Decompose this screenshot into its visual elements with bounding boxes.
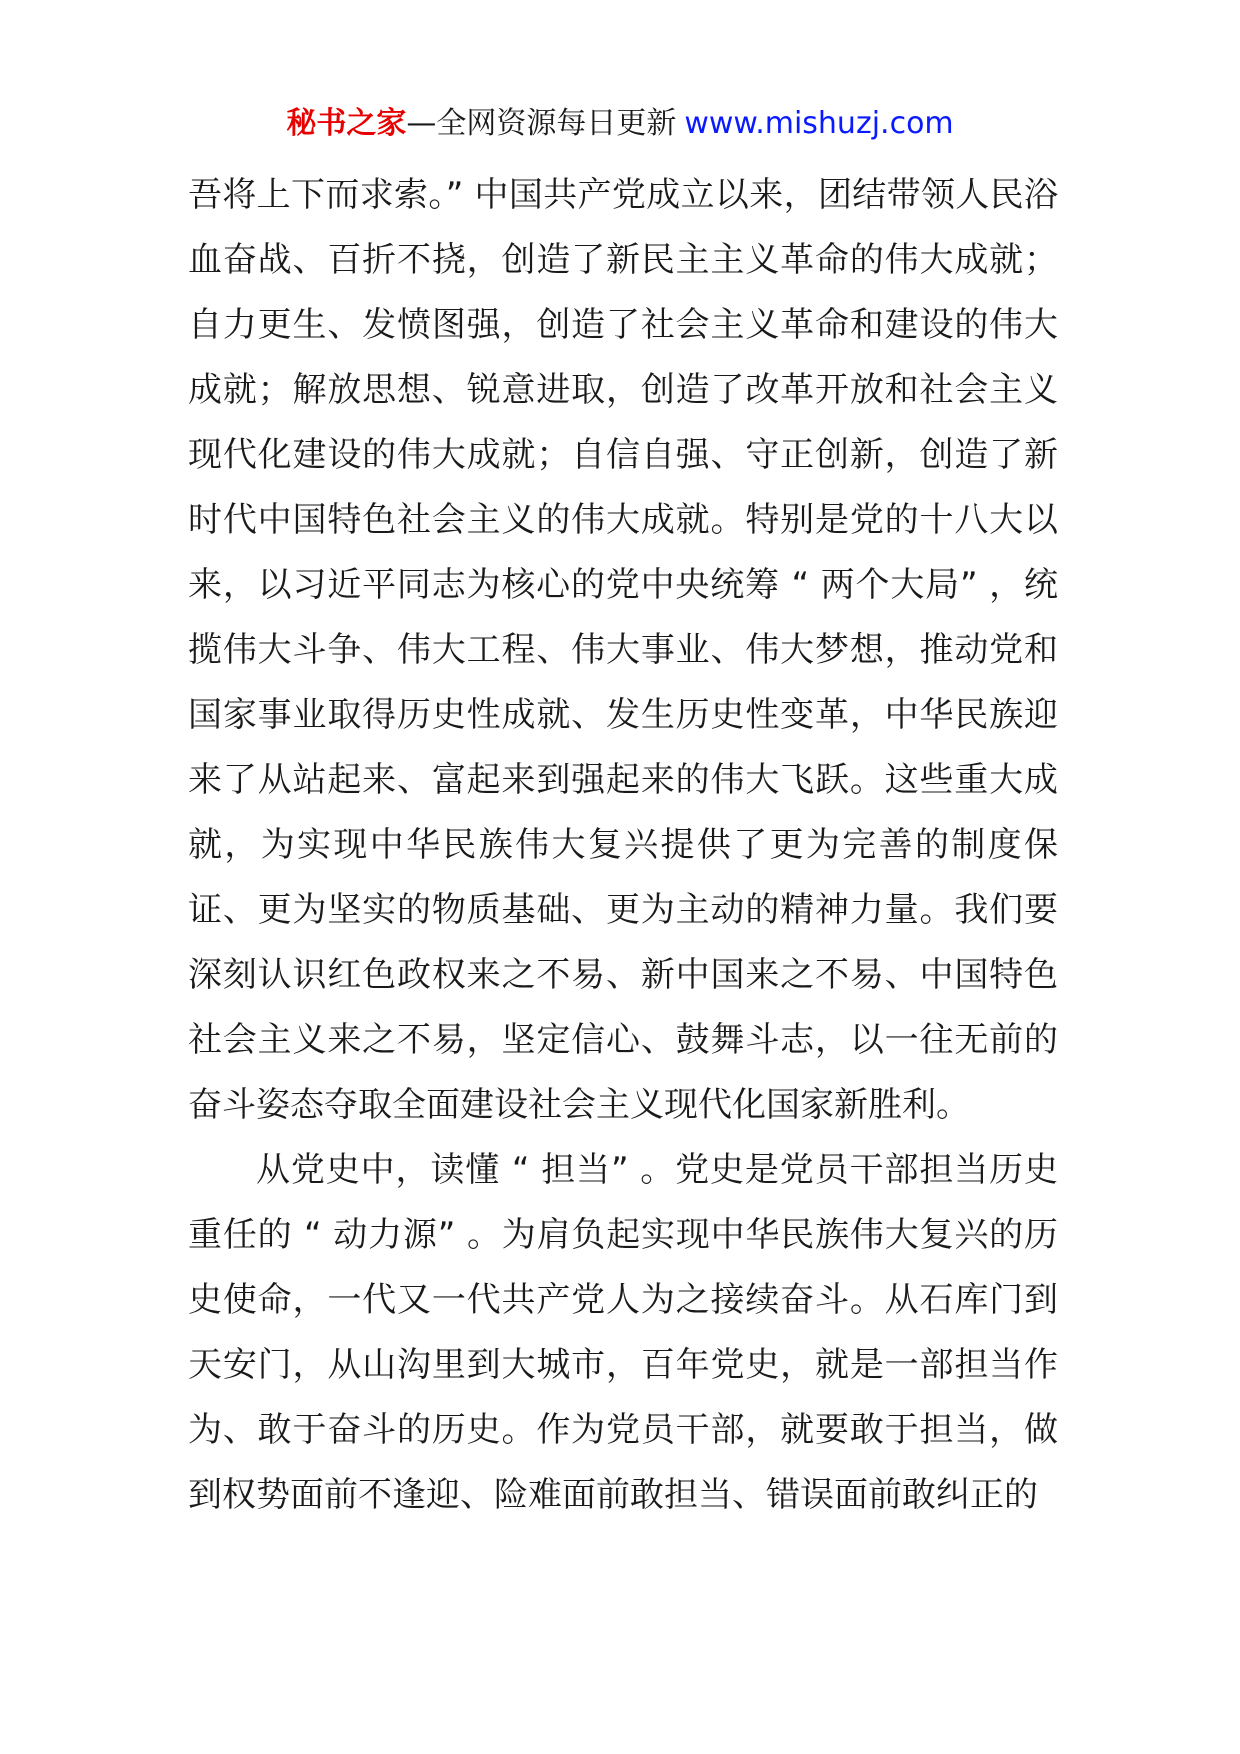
brand-name: 秘书之家 bbox=[286, 106, 407, 141]
document-body bbox=[188, 163, 1058, 1528]
site-url-link[interactable]: www.mishuzj.com bbox=[684, 106, 954, 141]
paragraph-achievements: 吾将上下而求索。” 中国共产党成立以来，团结带领人民浴血奋战、百折不挠，创造了新民主主义革命的伟大成就；自力更生、发愤图强，创造了社会主义革命和建设的伟大成就；解放思想、锐意进取，创造了改革开放和社会主义现代化建设的伟大成就；自信自强、守正创新，创造了新时代中国特色社会主义的伟大成就。特别是党的十八大以来，以习近平同志为核心的党中央统筹 “ 两个大局” ，统揽伟大斗争、伟大工程、伟大事业、伟大梦想，推动党和国家事业取得历史性成就、发生历史性变革，中华民族迎来了从站起来、富起来到强起来的伟大飞跃。这些重大成就，为实现中华民族伟大复兴提供了更为完善的制度保证、更为坚实的物质基础、更为主动的精神力量。我们要深刻认识红色政权来之不易、新中国来之不易、中国特色社会主义来之不易，坚定信心、鼓舞斗志，以一往无前的奋斗姿态夺取全面建设社会主义现代化国家新胜利。 bbox=[188, 175, 1058, 1125]
paragraph-responsibility: 从党史中，读懂 “ 担当” 。党史是党员干部担当历史重任的 “ 动力源” 。为肩负起实现中华民族伟大复兴的历史使命，一代又一代共产党人为之接续奋斗。从石库门到天安门，从山沟里到大城市，百年党史，就是一部担当作为、敢于奋斗的历史。作为党员干部，就要敢于担当，做到权势面前不逢迎、险难面前敢担当、错误面前敢纠正的 bbox=[188, 1150, 1058, 1515]
page-header bbox=[0, 100, 1240, 148]
header-tagline: —全网资源每日更新 bbox=[406, 106, 677, 141]
